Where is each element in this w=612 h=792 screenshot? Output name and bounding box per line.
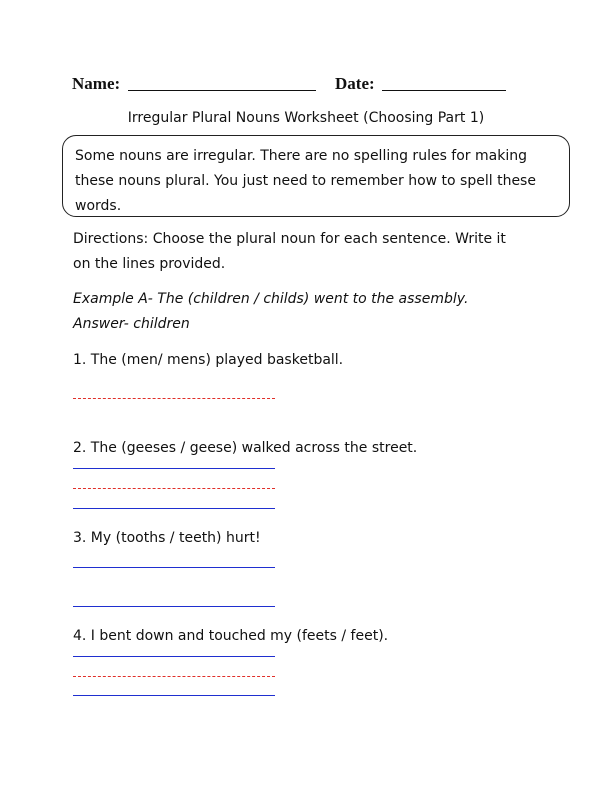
answer-line-4-bottom[interactable] bbox=[73, 695, 275, 696]
name-field[interactable] bbox=[128, 76, 316, 91]
answer-line-1-dashed[interactable] bbox=[73, 398, 275, 399]
directions-line-1: Directions: Choose the plural noun for each sentence. Write it bbox=[73, 231, 506, 247]
question-1: 1. The (men/ mens) played basketball. bbox=[73, 352, 344, 368]
question-4: 4. I bent down and touched my (feets / feet). bbox=[73, 628, 389, 644]
answer-line-2-top[interactable] bbox=[73, 468, 275, 469]
answer-line-2-dashed[interactable] bbox=[73, 488, 275, 489]
worksheet-title: Irregular Plural Nouns Worksheet (Choosing Part 1) bbox=[127, 110, 485, 126]
answer-line-4-top[interactable] bbox=[73, 656, 275, 657]
answer-line-3-bottom[interactable] bbox=[73, 606, 275, 607]
example-answer: Answer- children bbox=[73, 316, 190, 332]
intro-box bbox=[62, 135, 570, 217]
answer-line-4-dashed[interactable] bbox=[73, 676, 275, 677]
date-field[interactable] bbox=[382, 76, 506, 91]
answer-line-2-bottom[interactable] bbox=[73, 508, 275, 509]
name-label: Name: bbox=[72, 74, 121, 93]
example-sentence: Example A- The (children / childs) went to the assembly. bbox=[73, 291, 469, 307]
question-3: 3. My (tooths / teeth) hurt! bbox=[73, 530, 261, 546]
answer-line-3-top[interactable] bbox=[73, 567, 275, 568]
intro-text: Some nouns are irregular. There are no spelling rules for making these nouns plural. You just need to remember how to spell these words. bbox=[75, 148, 536, 214]
directions-line-2: on the lines provided. bbox=[73, 256, 226, 272]
date-label: Date: bbox=[335, 74, 375, 93]
question-2: 2. The (geeses / geese) walked across the street. bbox=[73, 440, 418, 456]
